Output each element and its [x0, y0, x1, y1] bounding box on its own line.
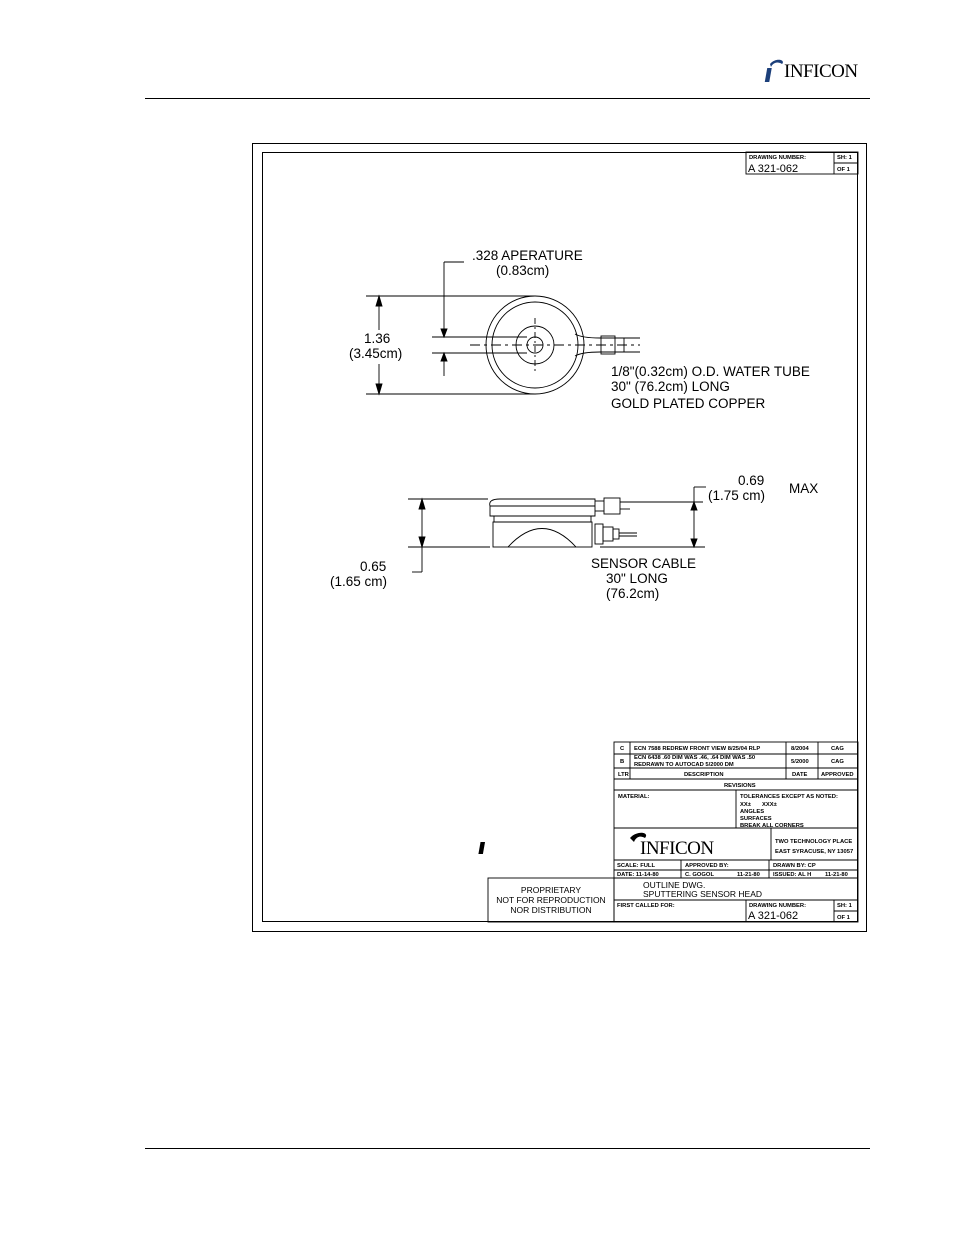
rev-header-description: DESCRIPTION — [684, 772, 724, 778]
rev-b-description: ECN 6438 .60 DIM WAS .46, .64 DIM WAS .50 — [634, 755, 756, 761]
address-line-2: EAST SYRACUSE, NY 13057 — [775, 849, 854, 855]
title-block-logo-text: INFICON — [640, 838, 714, 859]
height-cm: (1.65 cm) — [330, 574, 388, 589]
tube-line-1: 1/8"(0.32cm) O.D. WATER TUBE — [611, 364, 810, 379]
cable-line-1: SENSOR CABLE — [591, 556, 697, 571]
approver-date: 11-21-80 — [737, 872, 760, 878]
diameter-label: 1.36 — [364, 331, 391, 346]
rev-header-date: DATE — [792, 772, 808, 778]
height-label: 0.65 — [360, 559, 387, 574]
sheet-label-top: SH: 1 — [837, 155, 852, 161]
material-label: MATERIAL: — [618, 794, 650, 800]
tol-corners: BREAK ALL CORNERS — [740, 823, 804, 829]
tol-xxx: XXX± — [762, 802, 777, 808]
tol-angles: ANGLES — [740, 809, 765, 815]
drawing-number-label-bottom: DRAWING NUMBER: — [749, 903, 806, 909]
cable-line-3: (76.2cm) — [606, 586, 660, 601]
revisions-title: REVISIONS — [724, 783, 756, 789]
rev-c-date: 8/2004 — [791, 746, 809, 752]
date-label: DATE: 11-14-80 — [617, 872, 659, 878]
height-max-cm: (1.75 cm) — [708, 488, 766, 503]
scale-label: SCALE: FULL — [617, 863, 655, 869]
rev-b-ltr: B — [620, 759, 625, 765]
title-block-logo-icon — [478, 833, 646, 854]
rev-c-description: ECN 7588 REDREW FRONT VIEW 8/25/04 RLP — [634, 746, 761, 752]
drawing-title-line-2: SPUTTERING SENSOR HEAD — [643, 889, 763, 899]
header-logo-text: INFICON — [784, 61, 858, 82]
drawing-number-label-top: DRAWING NUMBER: — [749, 155, 806, 161]
proprietary-line-3: NOR DISTRIBUTION — [510, 905, 592, 915]
tube-line-2: 30" (76.2cm) LONG — [611, 379, 730, 394]
drawn-by-label: DRAWN BY: CP — [773, 863, 816, 869]
rev-b-description-2: REDRAWN TO AUTOCAD 5/2000 DM — [634, 762, 734, 768]
tolerances-label: TOLERANCES EXCEPT AS NOTED: — [740, 794, 838, 800]
aperture-label: .328 APERATURE — [472, 248, 583, 263]
rev-b-date: 5/2000 — [791, 759, 809, 765]
rev-b-approved: CAG — [831, 759, 844, 765]
issued-label: ISSUED: AL H — [773, 872, 812, 878]
rev-c-approved: CAG — [831, 746, 844, 752]
diameter-cm: (3.45cm) — [349, 346, 403, 361]
drawing-number-top: A 321-062 — [748, 163, 799, 175]
of-label-top: OF 1 — [837, 167, 850, 173]
first-called-for-label: FIRST CALLED FOR: — [617, 903, 675, 909]
address-line-1: TWO TECHNOLOGY PLACE — [775, 839, 853, 845]
proprietary-line-1: PROPRIETARY — [520, 885, 582, 895]
approver-name: C. GOGOL — [685, 872, 714, 878]
of-label-bottom: OF 1 — [837, 915, 850, 921]
rev-header-ltr: LTR — [618, 772, 629, 778]
approved-by-label: APPROVED BY: — [685, 863, 729, 869]
issued-date: 11-21-80 — [825, 872, 848, 878]
tube-line-3: GOLD PLATED COPPER — [611, 396, 766, 411]
cable-line-2: 30" LONG — [606, 571, 668, 586]
rev-c-ltr: C — [620, 746, 625, 752]
max-label: MAX — [789, 481, 819, 496]
proprietary-line-2: NOT FOR REPRODUCTION — [496, 895, 606, 905]
rev-header-approved: APPROVED — [821, 772, 854, 778]
aperture-cm: (0.83cm) — [496, 263, 550, 278]
tol-xx: XX± — [740, 802, 751, 808]
drawing-title-line-1: OUTLINE DWG. — [643, 880, 706, 890]
drawing-number-bottom: A 321-062 — [748, 910, 799, 922]
height-max-label: 0.69 — [738, 473, 765, 488]
tol-surfaces: SURFACES — [740, 816, 772, 822]
sheet-label-bottom: SH: 1 — [837, 903, 852, 909]
